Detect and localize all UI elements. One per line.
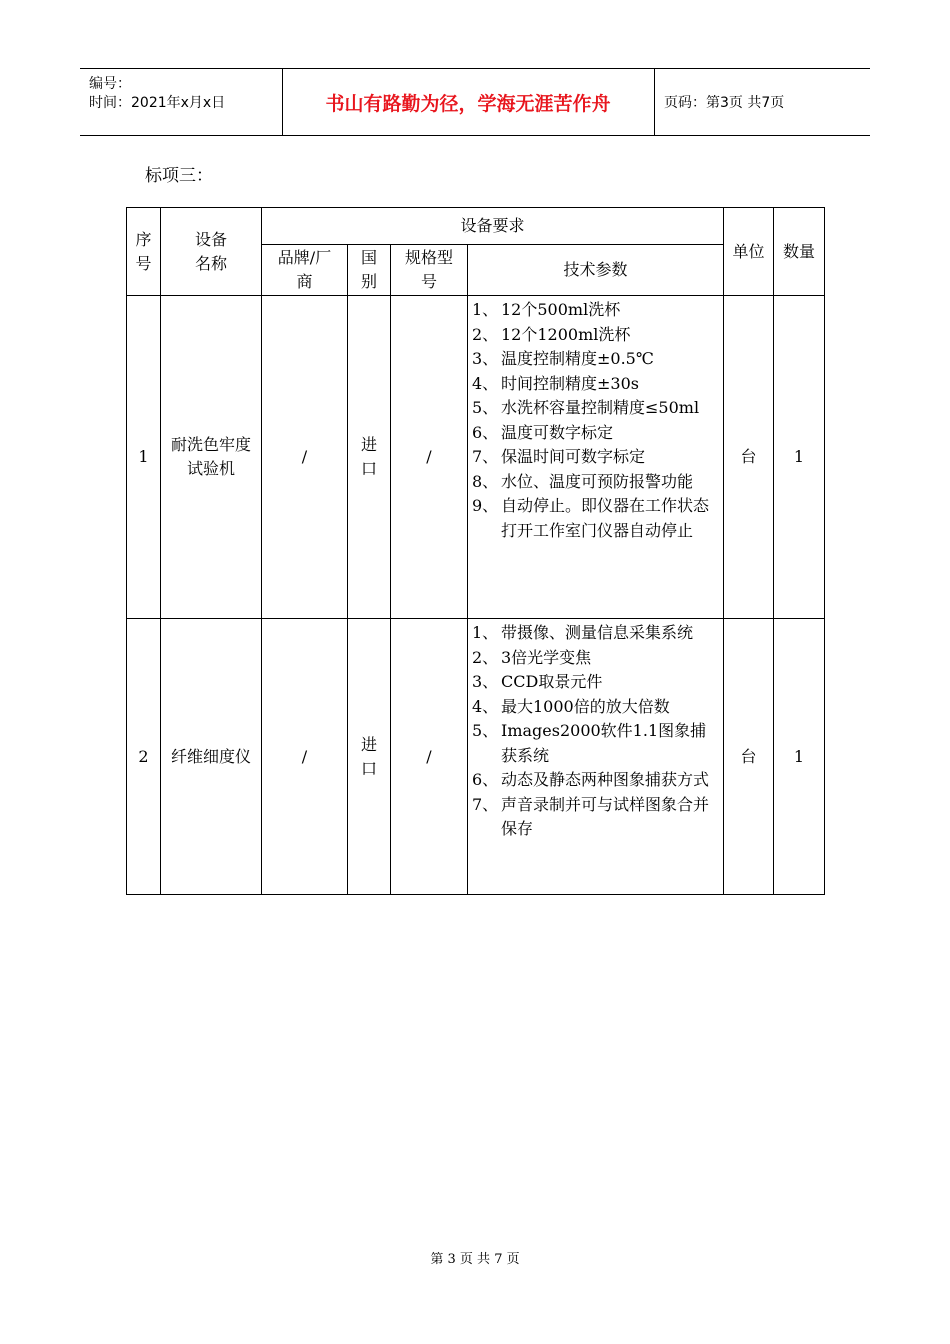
param-text: 带摄像、测量信息采集系统 — [501, 623, 694, 642]
param-list — [472, 621, 719, 842]
list-item — [472, 646, 719, 671]
table-row — [127, 619, 825, 895]
param-number: 4、 — [472, 696, 499, 716]
header-country: 国别 — [348, 245, 391, 296]
param-text: 12个500ml洗杯 — [501, 300, 621, 319]
param-number: 3、 — [472, 349, 499, 368]
header-meta — [80, 69, 283, 135]
list-item — [472, 695, 719, 720]
list-item — [472, 621, 719, 646]
cell-seq: 1 — [127, 296, 161, 619]
param-number: 3、 — [472, 672, 499, 691]
param-number: 7、 — [472, 447, 499, 466]
header-params: 技术参数 — [468, 245, 724, 296]
cell-seq: 2 — [127, 619, 161, 895]
param-number: 6、 — [472, 422, 499, 442]
list-item — [472, 298, 719, 323]
page-header — [80, 68, 870, 136]
header-motto: 书山有路勤为径，学海无涯苦作舟 — [282, 69, 655, 135]
header-page-info: 页码：第3页 共7页 — [664, 95, 785, 111]
list-item — [472, 719, 719, 768]
param-text: 时间控制精度±30s — [501, 373, 639, 393]
list-item — [472, 323, 719, 348]
list-item — [472, 670, 719, 695]
param-text: 水洗杯容量控制精度≤50ml — [501, 398, 700, 417]
cell-name: 纤维细度仪 — [161, 619, 262, 895]
cell-unit: 台 — [724, 296, 774, 619]
param-number: 2、 — [472, 324, 499, 344]
cell-params — [468, 296, 724, 619]
list-item — [472, 768, 719, 793]
param-text: 保温时间可数字标定 — [501, 447, 646, 466]
param-text: Images2000软件1.1图象捕获系统 — [501, 721, 707, 765]
param-text: 12个1200ml洗杯 — [501, 324, 631, 344]
cell-params — [468, 619, 724, 895]
cell-brand: / — [262, 619, 348, 895]
cell-country: 进口 — [348, 296, 391, 619]
param-text: 水位、温度可预防报警功能 — [501, 471, 694, 491]
list-item — [472, 470, 719, 495]
param-text: 声音录制并可与试样图象合并保存 — [501, 794, 710, 838]
param-number: 1、 — [472, 623, 499, 642]
param-text: 自动停止。即仪器在工作状态打开工作室门仪器自动停止 — [501, 496, 710, 540]
header-row — [127, 208, 825, 245]
list-item — [472, 347, 719, 372]
param-text: 最大1000倍的放大倍数 — [501, 696, 670, 716]
param-text: 3倍光学变焦 — [501, 647, 592, 667]
cell-unit: 台 — [724, 619, 774, 895]
list-item — [472, 793, 719, 842]
cell-qty: 1 — [774, 619, 825, 895]
section-title: 标项三： — [145, 166, 213, 186]
header-name: 设备名称 — [161, 208, 262, 296]
header-brand: 品牌/厂商 — [262, 245, 348, 296]
param-number: 5、 — [472, 398, 499, 417]
cell-name: 耐洗色牢度试验机 — [161, 296, 262, 619]
param-number: 6、 — [472, 770, 499, 789]
list-item — [472, 445, 719, 470]
number-label: 编号： — [89, 76, 131, 92]
cell-model: / — [391, 619, 468, 895]
param-number: 2、 — [472, 647, 499, 667]
header-qty: 数量 — [774, 208, 825, 296]
date-label: 时间：2021年x月x日 — [89, 95, 226, 111]
cell-brand: / — [262, 296, 348, 619]
param-text: CCD取景元件 — [501, 672, 603, 691]
list-item — [472, 421, 719, 446]
param-number: 1、 — [472, 300, 499, 319]
param-number: 4、 — [472, 373, 499, 393]
param-number: 7、 — [472, 794, 499, 814]
list-item — [472, 396, 719, 421]
param-list — [472, 298, 719, 543]
param-number: 5、 — [472, 721, 499, 740]
cell-country: 进口 — [348, 619, 391, 895]
header-unit: 单位 — [724, 208, 774, 296]
page-footer: 第 3 页 共 7 页 — [430, 1252, 520, 1267]
list-item — [472, 494, 719, 543]
list-item — [472, 372, 719, 397]
table-row — [127, 296, 825, 619]
equipment-table — [126, 207, 825, 895]
cell-qty: 1 — [774, 296, 825, 619]
header-model: 规格型号 — [391, 245, 468, 296]
param-text: 温度控制精度±0.5℃ — [501, 349, 654, 368]
param-number: 9、 — [472, 496, 499, 515]
param-text: 温度可数字标定 — [501, 422, 614, 442]
header-seq: 序号 — [127, 208, 161, 296]
cell-model: / — [391, 296, 468, 619]
header-requirements: 设备要求 — [262, 208, 724, 245]
param-text: 动态及静态两种图象捕获方式 — [501, 770, 710, 789]
param-number: 8、 — [472, 471, 499, 491]
